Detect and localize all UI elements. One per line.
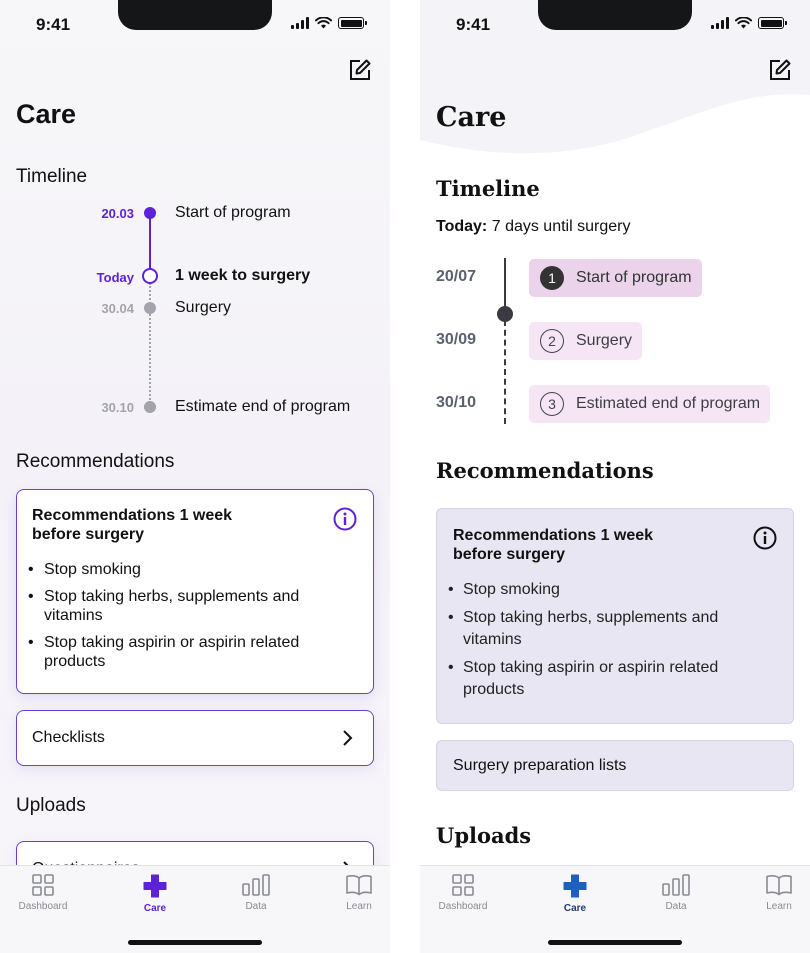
tab-care[interactable] [115,874,195,914]
timeline-label: Surgery [175,299,232,316]
tab-label: Care [143,903,167,914]
timeline-step[interactable] [529,385,770,423]
status-icons [711,17,784,29]
timeline-dot [144,302,156,314]
status-time: 9:41 [36,15,71,34]
timeline-dot-current [142,268,158,284]
tab-dashboard[interactable] [423,874,503,912]
today-text: 7 days until surgery [491,218,631,235]
recommendations-heading: Recommendations [436,458,654,483]
timeline-heading: Timeline [436,176,540,201]
plus-icon [143,874,167,898]
step-number: 2 [540,329,564,353]
home-indicator [128,940,262,945]
status-icons [291,17,364,29]
signal-icon [291,17,309,29]
timeline-date: 30.10 [101,400,134,415]
edit-icon[interactable] [768,58,792,82]
recommendation-list [17,560,357,679]
tab-label: Dashboard [18,901,68,912]
timeline-label: Estimate end of program [175,398,351,415]
recommendation-card[interactable] [16,489,374,694]
timeline-label: Start of program [175,204,291,221]
notch [118,0,272,30]
tab-label: Learn [766,901,792,912]
grid-icon [32,874,54,896]
uploads-heading: Uploads [436,823,532,848]
tab-learn[interactable] [319,874,390,912]
timeline-date: 30/09 [436,331,477,348]
recommendations-heading: Recommendations [16,451,175,472]
today-prefix: Today: [436,218,488,235]
tab-label: Data [665,901,687,912]
timeline-step[interactable] [529,259,702,297]
timeline-heading: Timeline [16,166,88,187]
book-icon [346,874,372,896]
list-item: • Stop taking aspirin or aspirin related products [437,657,757,701]
plus-icon [563,874,587,898]
today-summary [436,218,630,236]
timeline-date: 20/07 [436,268,477,285]
checklists-button[interactable] [16,710,374,766]
tab-label: Learn [346,901,372,912]
info-icon[interactable] [333,507,357,531]
step-label: Surgery [576,332,633,349]
battery-icon [758,17,784,29]
tab-learn[interactable] [739,874,810,912]
timeline-line-past [149,213,151,276]
home-indicator [548,940,682,945]
page-title: Care [436,102,507,133]
wifi-icon [315,17,332,29]
timeline-today-dot [497,306,513,322]
tab-label: Data [245,901,267,912]
page-title: Care [16,99,77,129]
checklists-label: Checklists [32,729,105,746]
bar-chart-icon [242,874,270,896]
timeline-date: 20.03 [101,206,134,221]
list-item: • Stop taking herbs, supplements and vitamins [437,607,757,651]
list-item: • Stop taking aspirin or aspirin related products [17,633,357,671]
tab-data[interactable] [216,874,296,912]
timeline-dot [144,207,156,219]
phone-variant-b [420,0,810,953]
recommendation-list [437,579,757,707]
tab-label: Dashboard [438,901,488,912]
status-time: 9:41 [456,15,491,34]
list-item: • Stop smoking [437,579,757,601]
signal-icon [711,17,729,29]
surgery-preparation-lists-button[interactable] [436,740,794,791]
timeline-line-future [504,320,506,424]
timeline-dot [144,401,156,413]
timeline-step[interactable] [529,322,642,360]
timeline-date: 30/10 [436,394,477,411]
timeline-date-today: Today [96,270,134,285]
list-item: • Stop smoking [17,560,357,579]
phone-variant-a [0,0,390,953]
notch [538,0,692,30]
timeline-date: 30.04 [101,301,134,316]
info-icon[interactable] [753,526,777,550]
tab-care[interactable] [535,874,615,914]
chevron-right-icon [341,729,355,747]
uploads-heading: Uploads [16,795,86,816]
step-number: 3 [540,392,564,416]
recommendation-title: Recommendations 1 week before surgery [32,507,233,543]
bar-chart-icon [662,874,690,896]
battery-icon [338,17,364,29]
step-number: 1 [540,266,564,290]
recommendation-title: Recommendations 1 week before surgery [453,527,654,563]
recommendation-card[interactable] [436,508,794,724]
wifi-icon [735,17,752,29]
step-label: Start of program [576,269,692,286]
list-item: • Stop taking herbs, supplements and vitamins [17,587,357,625]
tab-data[interactable] [636,874,716,912]
tab-dashboard[interactable] [3,874,83,912]
edit-icon[interactable] [348,58,372,82]
book-icon [766,874,792,896]
step-label: Estimated end of program [576,395,761,412]
timeline-label-current: 1 week to surgery [175,267,311,284]
surgery-preparation-lists-label: Surgery preparation lists [453,757,627,774]
tab-label: Care [563,903,587,914]
grid-icon [452,874,474,896]
